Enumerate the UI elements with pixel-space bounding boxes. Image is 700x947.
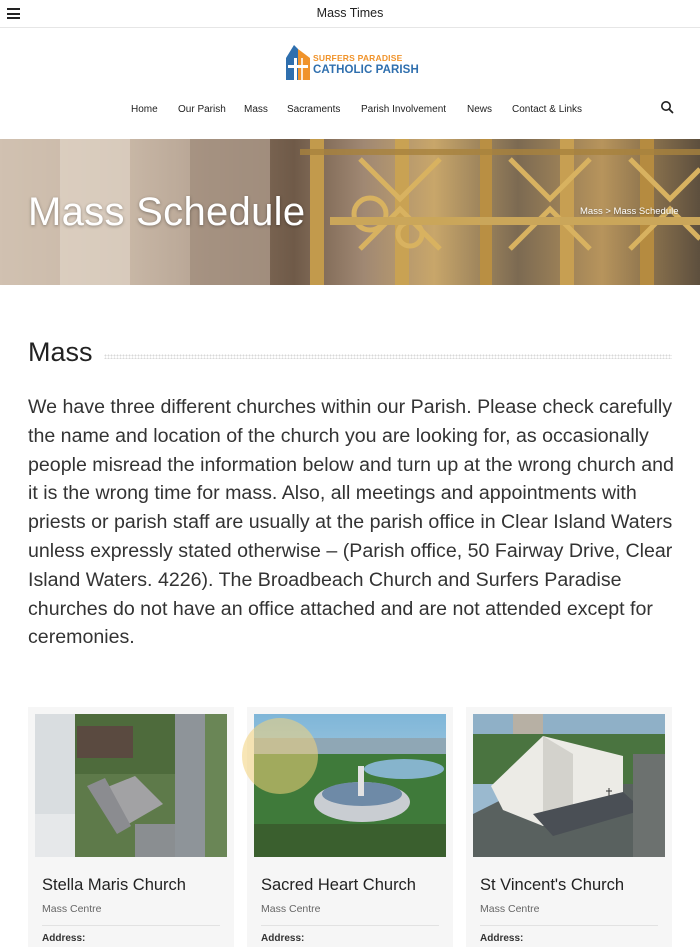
church-type: Mass Centre: [261, 903, 321, 915]
church-card-stella-maris[interactable]: [28, 707, 234, 947]
page-title: Mass Schedule: [28, 190, 306, 234]
church-card-sacred-heart[interactable]: [247, 707, 453, 947]
card-divider: [42, 925, 220, 926]
card-divider: [261, 925, 439, 926]
section-divider: [104, 354, 672, 359]
breadcrumb-separator: >: [605, 206, 611, 217]
breadcrumb: [580, 206, 679, 217]
church-name[interactable]: Sacred Heart Church: [261, 876, 416, 894]
nav-sacraments[interactable]: Sacraments: [287, 104, 341, 115]
church-photo-stella-maris[interactable]: [35, 714, 227, 857]
church-logo-icon: [285, 44, 311, 82]
logo-line-2: CATHOLIC PARISH: [313, 63, 419, 76]
address-label: Address:: [480, 933, 524, 944]
nav-home[interactable]: Home: [131, 104, 158, 115]
church-type: Mass Centre: [480, 903, 540, 915]
intro-paragraph: We have three different churches within our Parish. Please check carefully the name and location of the church you are looking for, as occasionally people misread the information below and turn up at the wrong church and it is the wrong time for mass. Also, all meetings and appointments with priests or parish staff are usually at the parish office in Clear Island Waters unless expressly stated otherwise – (Parish office, 50 Fairway Drive, Clear Island Waters. 4226). The Broadbeach Church and Surfers Paradise churches do not have an office attached and are not attended except for ceremonies.: [28, 396, 674, 649]
breadcrumb-current: Mass Schedule: [613, 206, 679, 217]
address-label: Address:: [42, 933, 86, 944]
church-type: Mass Centre: [42, 903, 102, 915]
church-card-st-vincents[interactable]: [466, 707, 672, 947]
logo-line-1: SURFERS PARADISE: [313, 53, 403, 63]
card-divider: [480, 925, 658, 926]
parish-logo[interactable]: [285, 44, 420, 82]
nav-parish-involvement[interactable]: Parish Involvement: [361, 104, 447, 115]
nav-contact-links[interactable]: Contact & Links: [512, 104, 583, 115]
church-name[interactable]: St Vincent's Church: [480, 876, 625, 894]
search-icon[interactable]: [660, 100, 674, 114]
topbar-title: Mass Times: [316, 6, 384, 20]
top-bar: [0, 0, 700, 28]
main-nav: [0, 104, 700, 120]
church-photo-sacred-heart[interactable]: [254, 714, 446, 857]
breadcrumb-link-mass[interactable]: Mass: [580, 206, 603, 217]
nav-mass[interactable]: Mass: [244, 104, 268, 115]
nav-our-parish[interactable]: Our Parish: [178, 104, 226, 115]
church-photo-st-vincents[interactable]: [473, 714, 665, 857]
address-label: Address:: [261, 933, 305, 944]
section-title: Mass: [28, 337, 93, 367]
nav-news[interactable]: News: [467, 104, 493, 115]
church-name[interactable]: Stella Maris Church: [42, 876, 186, 894]
